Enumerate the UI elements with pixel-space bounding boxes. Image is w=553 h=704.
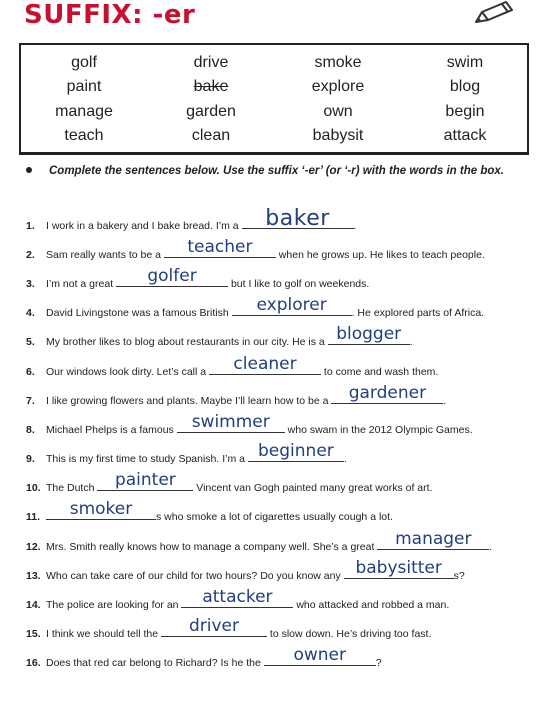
handwritten-answer: cleaner	[233, 354, 297, 374]
word-box-item: explore	[311, 78, 365, 95]
handwritten-answer: babysitter	[355, 558, 442, 578]
sentence-text-after: .	[489, 541, 493, 553]
sentence-number: 13.	[26, 570, 41, 582]
sentence-13	[26, 558, 465, 583]
word-box-item: drive	[193, 54, 229, 71]
sentence-text-before: Michael Phelps is a famous	[46, 424, 177, 436]
sentence-7	[26, 383, 447, 408]
answer-blank[interactable]	[97, 470, 193, 491]
answer-blank[interactable]	[331, 383, 443, 404]
answer-blank[interactable]	[232, 295, 352, 316]
sentence-8	[26, 412, 473, 437]
worksheet-title: SUFFIX: -er	[24, 0, 196, 30]
word-box-item: attack	[443, 127, 487, 144]
sentence-text-after: . He explored parts of Africa.	[351, 307, 485, 319]
sentence-number: 6.	[26, 366, 35, 378]
sentence-text-after: who attacked and robbed a man.	[293, 599, 450, 611]
sentence-text-before: Who can take care of our child for two hours? Do you know any	[46, 570, 344, 582]
handwritten-answer: manager	[395, 529, 472, 549]
sentence-number: 12.	[26, 541, 41, 553]
answer-blank[interactable]	[116, 266, 228, 287]
sentence-text-before: I’m not a great	[46, 278, 117, 290]
sentence-text-before: The Dutch	[46, 482, 98, 494]
sentence-number: 8.	[26, 424, 35, 436]
word-box-item: own	[323, 103, 353, 120]
handwritten-answer: teacher	[187, 237, 253, 257]
sentence-text-after: .	[343, 453, 347, 465]
sentence-number: 14.	[26, 599, 41, 611]
sentence-text-before: I work in a bakery and I bake bread. I’m a	[46, 220, 242, 232]
sentence-text-before: David Livingstone was a famous British	[46, 307, 232, 319]
word-box-item: garden	[186, 103, 236, 120]
handwritten-answer: owner	[293, 645, 346, 665]
word-box-item: swim	[446, 54, 484, 71]
answer-blank[interactable]	[242, 206, 354, 231]
sentence-text-after: .	[409, 336, 413, 348]
handwritten-answer: blogger	[336, 324, 402, 344]
sentence-text-after: .	[353, 220, 357, 232]
word-box-item: clean	[191, 127, 231, 144]
answer-blank[interactable]	[181, 587, 293, 608]
sentence-9	[26, 441, 347, 466]
sentence-text-after: ?	[375, 657, 382, 669]
word-box-item: bake	[193, 78, 229, 95]
sentence-number: 4.	[26, 307, 35, 319]
handwritten-answer: beginner	[258, 441, 334, 461]
answer-blank[interactable]	[377, 529, 489, 550]
sentence-number: 7.	[26, 395, 35, 407]
sentence-number: 10.	[26, 482, 41, 494]
sentence-number: 9.	[26, 453, 35, 465]
handwritten-answer: driver	[188, 616, 239, 636]
instruction-bullet	[26, 167, 32, 173]
answer-blank[interactable]	[164, 237, 276, 258]
instructions: Complete the sentences below. Use the suffix ‘-er’ (or ‘-r) with the words in the box.	[49, 165, 504, 177]
word-box-item: blog	[449, 78, 481, 95]
answer-blank[interactable]	[209, 354, 321, 375]
sentence-text-before: My brother likes to blog about restaurants in our city. He is a	[46, 336, 328, 348]
sentence-number: 16.	[26, 657, 41, 669]
sentence-2	[26, 237, 485, 262]
answer-blank[interactable]	[264, 645, 376, 666]
handwritten-answer: smoker	[69, 499, 133, 519]
sentence-11	[26, 499, 393, 524]
sentence-text-after: s?	[453, 570, 465, 582]
sentence-text-before: Does that red car belong to Richard? Is he the	[46, 657, 264, 669]
sentence-text-after: s who smoke a lot of cigarettes usually cough a lot.	[156, 511, 393, 523]
handwritten-answer: baker	[265, 206, 330, 231]
sentence-text-before: Sam really wants to be a	[46, 249, 164, 261]
answer-blank[interactable]	[161, 616, 267, 637]
answer-blank[interactable]	[46, 499, 156, 520]
sentence-12	[26, 529, 493, 554]
sentence-1	[26, 206, 357, 233]
sentence-text-after: who swam in the 2012 Olympic Games.	[284, 424, 473, 436]
sentence-text-after: to come and wash them.	[321, 366, 439, 378]
sentence-5	[26, 324, 413, 349]
sentence-10	[26, 470, 433, 495]
sentence-text-before: This is my first time to study Spanish. I’m a	[46, 453, 248, 465]
handwritten-answer: explorer	[256, 295, 327, 315]
sentence-text-after: to slow down. He’s driving too fast.	[266, 628, 432, 640]
word-box-item: manage	[55, 103, 113, 120]
sentence-text-before: I like growing flowers and plants. Maybe I’ll learn how to be a	[46, 395, 332, 407]
sentence-text-before: Our windows look dirty. Let’s call a	[46, 366, 210, 378]
answer-blank[interactable]	[177, 412, 285, 433]
handwritten-answer: golfer	[147, 266, 197, 286]
sentence-number: 2.	[26, 249, 35, 261]
sentence-16	[26, 645, 382, 670]
sentence-text-before: Mrs. Smith really knows how to manage a company well. She’s a great	[46, 541, 378, 553]
handwritten-answer: painter	[114, 470, 176, 490]
sentence-14	[26, 587, 450, 612]
answer-blank[interactable]	[344, 558, 454, 579]
sentence-text-before: The police are looking for an	[46, 599, 182, 611]
sentence-6	[26, 354, 439, 379]
divider	[19, 153, 529, 155]
word-box-item: smoke	[314, 54, 362, 71]
pencil-icon	[472, 0, 522, 26]
word-box-item: babysit	[312, 127, 364, 144]
sentence-text-after: .	[443, 395, 447, 407]
handwritten-answer: gardener	[348, 383, 427, 403]
sentence-3	[26, 266, 370, 291]
sentence-4	[26, 295, 485, 320]
word-box-item: teach	[64, 127, 104, 144]
sentence-text-after: but I like to golf on weekends.	[228, 278, 370, 290]
sentence-text-before: I think we should tell the	[46, 628, 161, 640]
sentence-text-after: when he grows up. He likes to teach people.	[275, 249, 485, 261]
word-box-item: begin	[445, 103, 485, 120]
handwritten-answer: attacker	[202, 587, 273, 607]
sentence-number: 5.	[26, 336, 35, 348]
word-box-item: golf	[71, 54, 97, 71]
answer-blank[interactable]	[248, 441, 344, 462]
sentence-text-after: Vincent van Gogh painted many great works of art.	[193, 482, 433, 494]
sentence-number: 15.	[26, 628, 41, 640]
sentence-number: 1.	[26, 220, 35, 232]
handwritten-answer: swimmer	[191, 412, 270, 432]
word-box-item: paint	[66, 78, 102, 95]
sentence-15	[26, 616, 432, 641]
sentence-number: 3.	[26, 278, 35, 290]
answer-blank[interactable]	[328, 324, 410, 345]
word-box	[19, 43, 529, 154]
sentence-number: 11.	[26, 511, 41, 523]
